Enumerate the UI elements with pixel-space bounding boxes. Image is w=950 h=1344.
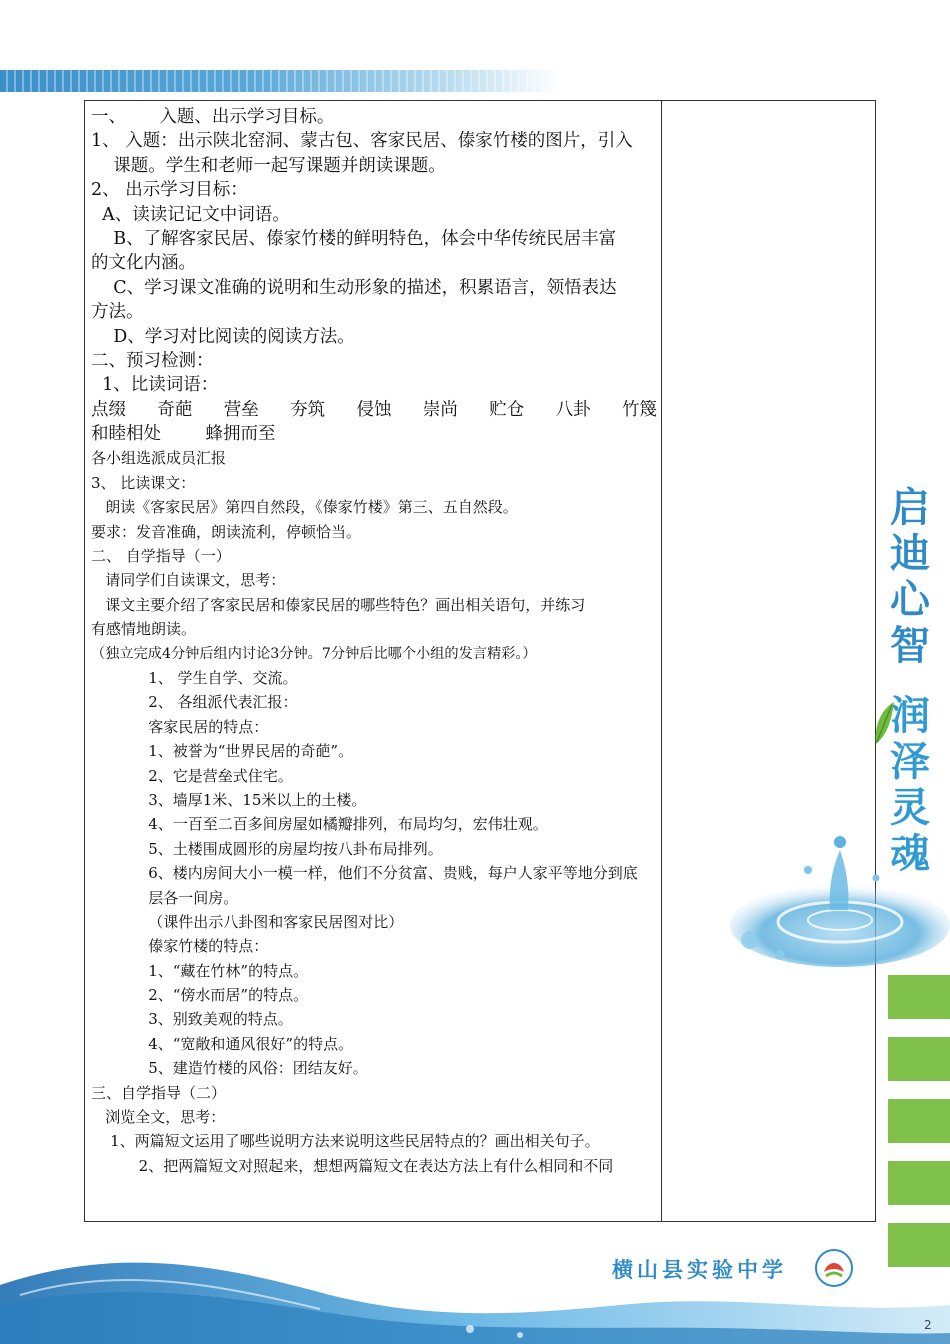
text-line: A、读读记记文中词语。 bbox=[91, 204, 290, 225]
vocab-word: 八卦 bbox=[555, 399, 591, 420]
text-line: 三、自学指导（二） bbox=[91, 1083, 227, 1102]
text-line: C、学习课文准确的说明和生动形象的描述，积累语言，领悟表达 bbox=[91, 277, 617, 298]
text-line: 的文化内涵。 bbox=[91, 253, 196, 274]
text-line: 5、土楼围成圆形的房屋均按八卦布局排列。 bbox=[91, 839, 443, 858]
school-logo-icon bbox=[812, 1248, 856, 1288]
leaf-icon bbox=[872, 700, 896, 746]
text-line: 浏览全文，思考： bbox=[91, 1108, 226, 1127]
text-line: 要求：发音准确，朗读流利，停顿恰当。 bbox=[91, 522, 362, 541]
text-line: 各小组选派成员汇报 bbox=[91, 449, 227, 468]
text-line: 3、墙厚1米、15米以上的土楼。 bbox=[91, 790, 367, 809]
green-block bbox=[888, 1099, 950, 1143]
vocab-word: 奇葩 bbox=[157, 399, 193, 420]
slogan-char: 心 bbox=[890, 577, 930, 623]
green-block bbox=[888, 1161, 950, 1205]
table-column-divider bbox=[661, 101, 662, 1221]
slogan-gap bbox=[880, 669, 940, 693]
text-line: 朗读《客家民居》第四自然段，《傣家竹楼》第三、五自然段。 bbox=[91, 498, 518, 517]
text-line: 2、 各组派代表汇报： bbox=[91, 693, 298, 712]
text-line: 1、被誉为“世界民居的奇葩”。 bbox=[91, 742, 354, 761]
slogan-char: 智 bbox=[890, 623, 930, 669]
vocab-word: 营垒 bbox=[223, 399, 259, 420]
slogan-char: 润 bbox=[890, 693, 930, 739]
text-line: 3、别致美观的特点。 bbox=[91, 1010, 293, 1029]
lesson-plan-table bbox=[84, 100, 876, 1222]
text-line: 课文主要介绍了客家民居和傣家民居的哪些特色？画出相关语句，并练习 bbox=[91, 595, 586, 614]
green-block bbox=[888, 975, 950, 1019]
text-line: 5、建造竹楼的风俗：团结友好。 bbox=[91, 1059, 368, 1078]
vocab-word: 崇尚 bbox=[422, 399, 458, 420]
text-line: 傣家竹楼的特点： bbox=[91, 937, 269, 956]
text-line: 2、“傍水而居”的特点。 bbox=[91, 986, 309, 1005]
text-line: （独立完成4分钟后组内讨论3分钟。7分钟后比哪个小组的发言精彩。） bbox=[91, 645, 537, 662]
slogan-char: 泽 bbox=[890, 739, 930, 785]
slogan-char: 迪 bbox=[890, 531, 930, 577]
slogan-char: 魂 bbox=[890, 831, 930, 877]
text-line: 3、 比读课文： bbox=[91, 473, 196, 492]
header-decoration-bar bbox=[0, 70, 560, 92]
school-name: 横山县实验中学 bbox=[612, 1258, 787, 1282]
text-line: D、学习对比阅读的阅读方法。 bbox=[91, 326, 355, 347]
text-line: 4、“宽敞和通风很好”的特点。 bbox=[91, 1034, 354, 1053]
page-number: 2 bbox=[924, 1318, 932, 1332]
green-block bbox=[888, 1037, 950, 1081]
text-line: 1、“藏在竹林”的特点。 bbox=[91, 961, 309, 980]
text-line: B、了解客家民居、傣家竹楼的鲜明特色，体会中华传统民居丰富 bbox=[91, 228, 617, 249]
text-line: 二、预习检测： bbox=[91, 350, 214, 371]
text-line: 4、一百至二百多间房屋如橘瓣排列，布局均匀，宏伟壮观。 bbox=[91, 815, 548, 834]
vocab-word: 点缀 bbox=[91, 399, 126, 420]
vocab-word: 侵蚀 bbox=[356, 399, 392, 420]
text-line: 客家民居的特点： bbox=[91, 717, 269, 736]
slogan-char: 启 bbox=[890, 485, 930, 531]
header-stripe bbox=[0, 70, 560, 92]
text-line: 1、比读词语： bbox=[91, 375, 219, 396]
text-line: 方法。 bbox=[91, 302, 144, 323]
text-line: 1、两篇短文运用了哪些说明方法来说明这些民居特点的？画出相关句子。 bbox=[91, 1132, 600, 1151]
slogan-char: 灵 bbox=[890, 785, 930, 831]
water-splash-icon bbox=[690, 830, 950, 980]
vocab-word: 竹篾 bbox=[622, 399, 657, 420]
text-line: 1、 入题：出示陕北窑洞、蒙古包、客家民居、傣家竹楼的图片，引入 bbox=[91, 131, 633, 152]
lesson-content bbox=[91, 105, 657, 1178]
bottom-wave-decoration bbox=[0, 1225, 950, 1344]
text-line: （课件出示八卦图和客家民居图对比） bbox=[91, 912, 404, 931]
text-line: 二、 自学指导（一） bbox=[91, 547, 231, 566]
text-line: 2、把两篇短文对照起来，想想两篇短文在表达方法上有什么相同和不同 bbox=[91, 1156, 614, 1175]
text-line: 1、 学生自学、交流。 bbox=[91, 668, 298, 687]
text-line: 一、 入题、出示学习目标。 bbox=[91, 107, 335, 127]
side-slogan bbox=[880, 485, 940, 877]
text-line: 请同学们自读课文，思考： bbox=[91, 571, 286, 590]
vocab-word: 贮仓 bbox=[489, 399, 525, 420]
text-line: 层各一间房。 bbox=[91, 888, 239, 907]
text-line: 2、 出示学习目标： bbox=[91, 180, 248, 201]
vocab-row-1 bbox=[91, 398, 657, 422]
vocab-row-2: 和睦相处 蜂拥而至 bbox=[91, 424, 276, 445]
text-line: 课题。学生和老师一起写课题并朗读课题。 bbox=[91, 155, 446, 176]
text-line: 6、楼内房间大小一模一样，他们不分贫富、贵贱，每户人家平等地分到底 bbox=[91, 864, 638, 883]
vocab-word: 夯筑 bbox=[290, 399, 326, 420]
text-line: 2、它是营垒式住宅。 bbox=[91, 766, 293, 785]
text-line: 有感情地朗读。 bbox=[91, 620, 197, 639]
